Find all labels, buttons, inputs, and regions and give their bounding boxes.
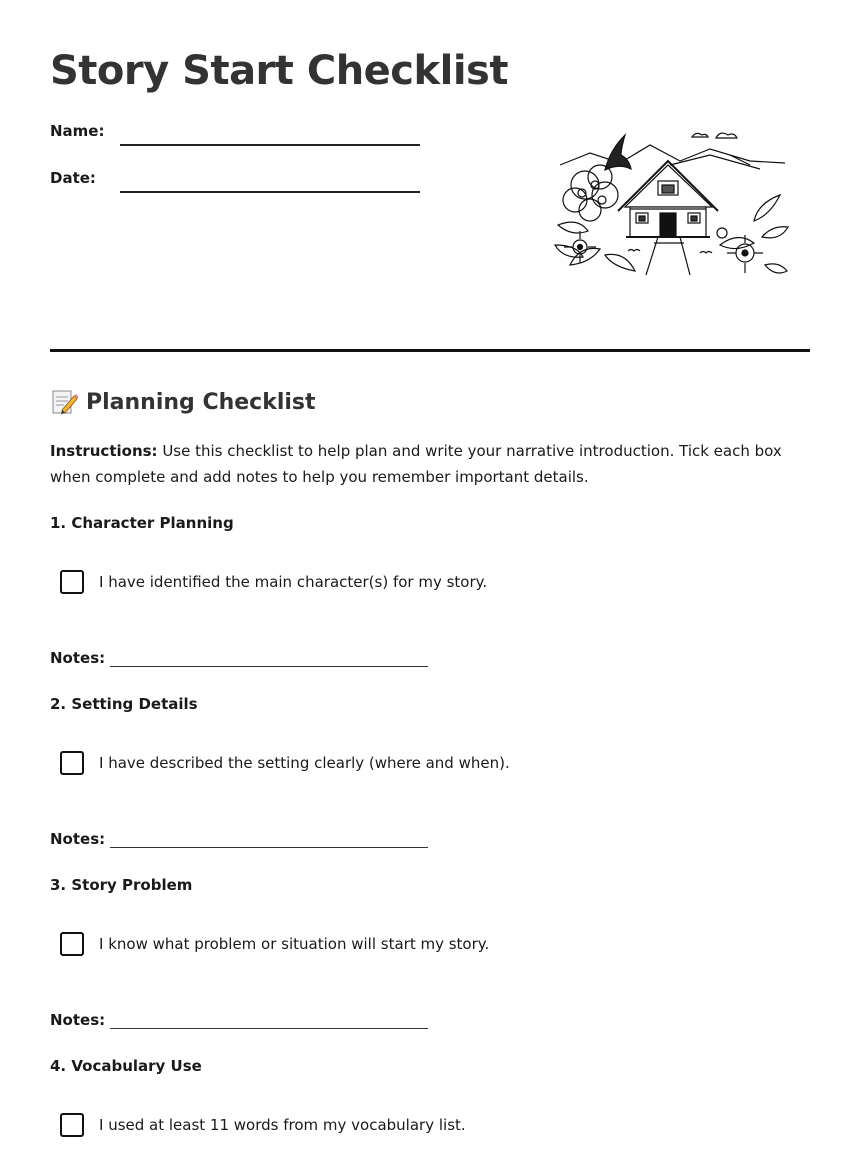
date-label: Date: <box>50 169 96 187</box>
notes-input-line[interactable] <box>110 832 428 848</box>
house-landscape-illustration <box>550 125 795 280</box>
notes-label: Notes: <box>50 649 106 667</box>
notes-label: Notes: <box>50 1011 106 1029</box>
checklist-item-text: I have described the setting clearly (where and when). <box>99 754 510 772</box>
planning-heading-text: Planning Checklist <box>86 389 316 415</box>
checklist-section <box>50 514 810 684</box>
notes-row <box>50 1011 428 1029</box>
instructions <box>50 438 810 490</box>
checklist-item <box>60 932 489 956</box>
section-title: 2. Setting Details <box>50 695 198 713</box>
notes-row <box>50 830 428 848</box>
section-title: 3. Story Problem <box>50 876 193 894</box>
checkbox[interactable] <box>60 570 84 594</box>
name-input-line[interactable] <box>120 144 420 146</box>
header-divider <box>50 349 810 352</box>
notes-label: Notes: <box>50 830 106 848</box>
section-title: 1. Character Planning <box>50 514 234 532</box>
section-title: 4. Vocabulary Use <box>50 1057 202 1075</box>
name-field <box>50 122 430 152</box>
checklist-item-text: I used at least 11 words from my vocabulary list. <box>99 1116 466 1134</box>
page-title: Story Start Checklist <box>50 48 508 94</box>
checklist-section <box>50 876 810 1046</box>
checklist-item-text: I have identified the main character(s) for my story. <box>99 573 488 591</box>
checklist-item <box>60 751 510 775</box>
checklist-item-text: I know what problem or situation will start my story. <box>99 935 490 953</box>
notes-row <box>50 649 428 667</box>
checkbox[interactable] <box>60 751 84 775</box>
memo-pencil-icon <box>50 388 78 416</box>
checkbox[interactable] <box>60 1113 84 1137</box>
notes-input-line[interactable] <box>110 1013 428 1029</box>
checklist-section <box>50 695 810 865</box>
notes-input-line[interactable] <box>110 651 428 667</box>
planning-heading <box>50 388 316 416</box>
date-input-line[interactable] <box>120 191 420 193</box>
checklist-section <box>50 1057 810 1161</box>
instructions-label: Instructions: <box>50 442 158 460</box>
date-field <box>50 169 430 199</box>
checkbox[interactable] <box>60 932 84 956</box>
name-label: Name: <box>50 122 105 140</box>
checklist-item <box>60 1113 466 1137</box>
instructions-text: Use this checklist to help plan and write your narrative introduction. Tick each box when complete and add notes to help you remember important details. <box>50 442 782 486</box>
checklist-item <box>60 570 487 594</box>
